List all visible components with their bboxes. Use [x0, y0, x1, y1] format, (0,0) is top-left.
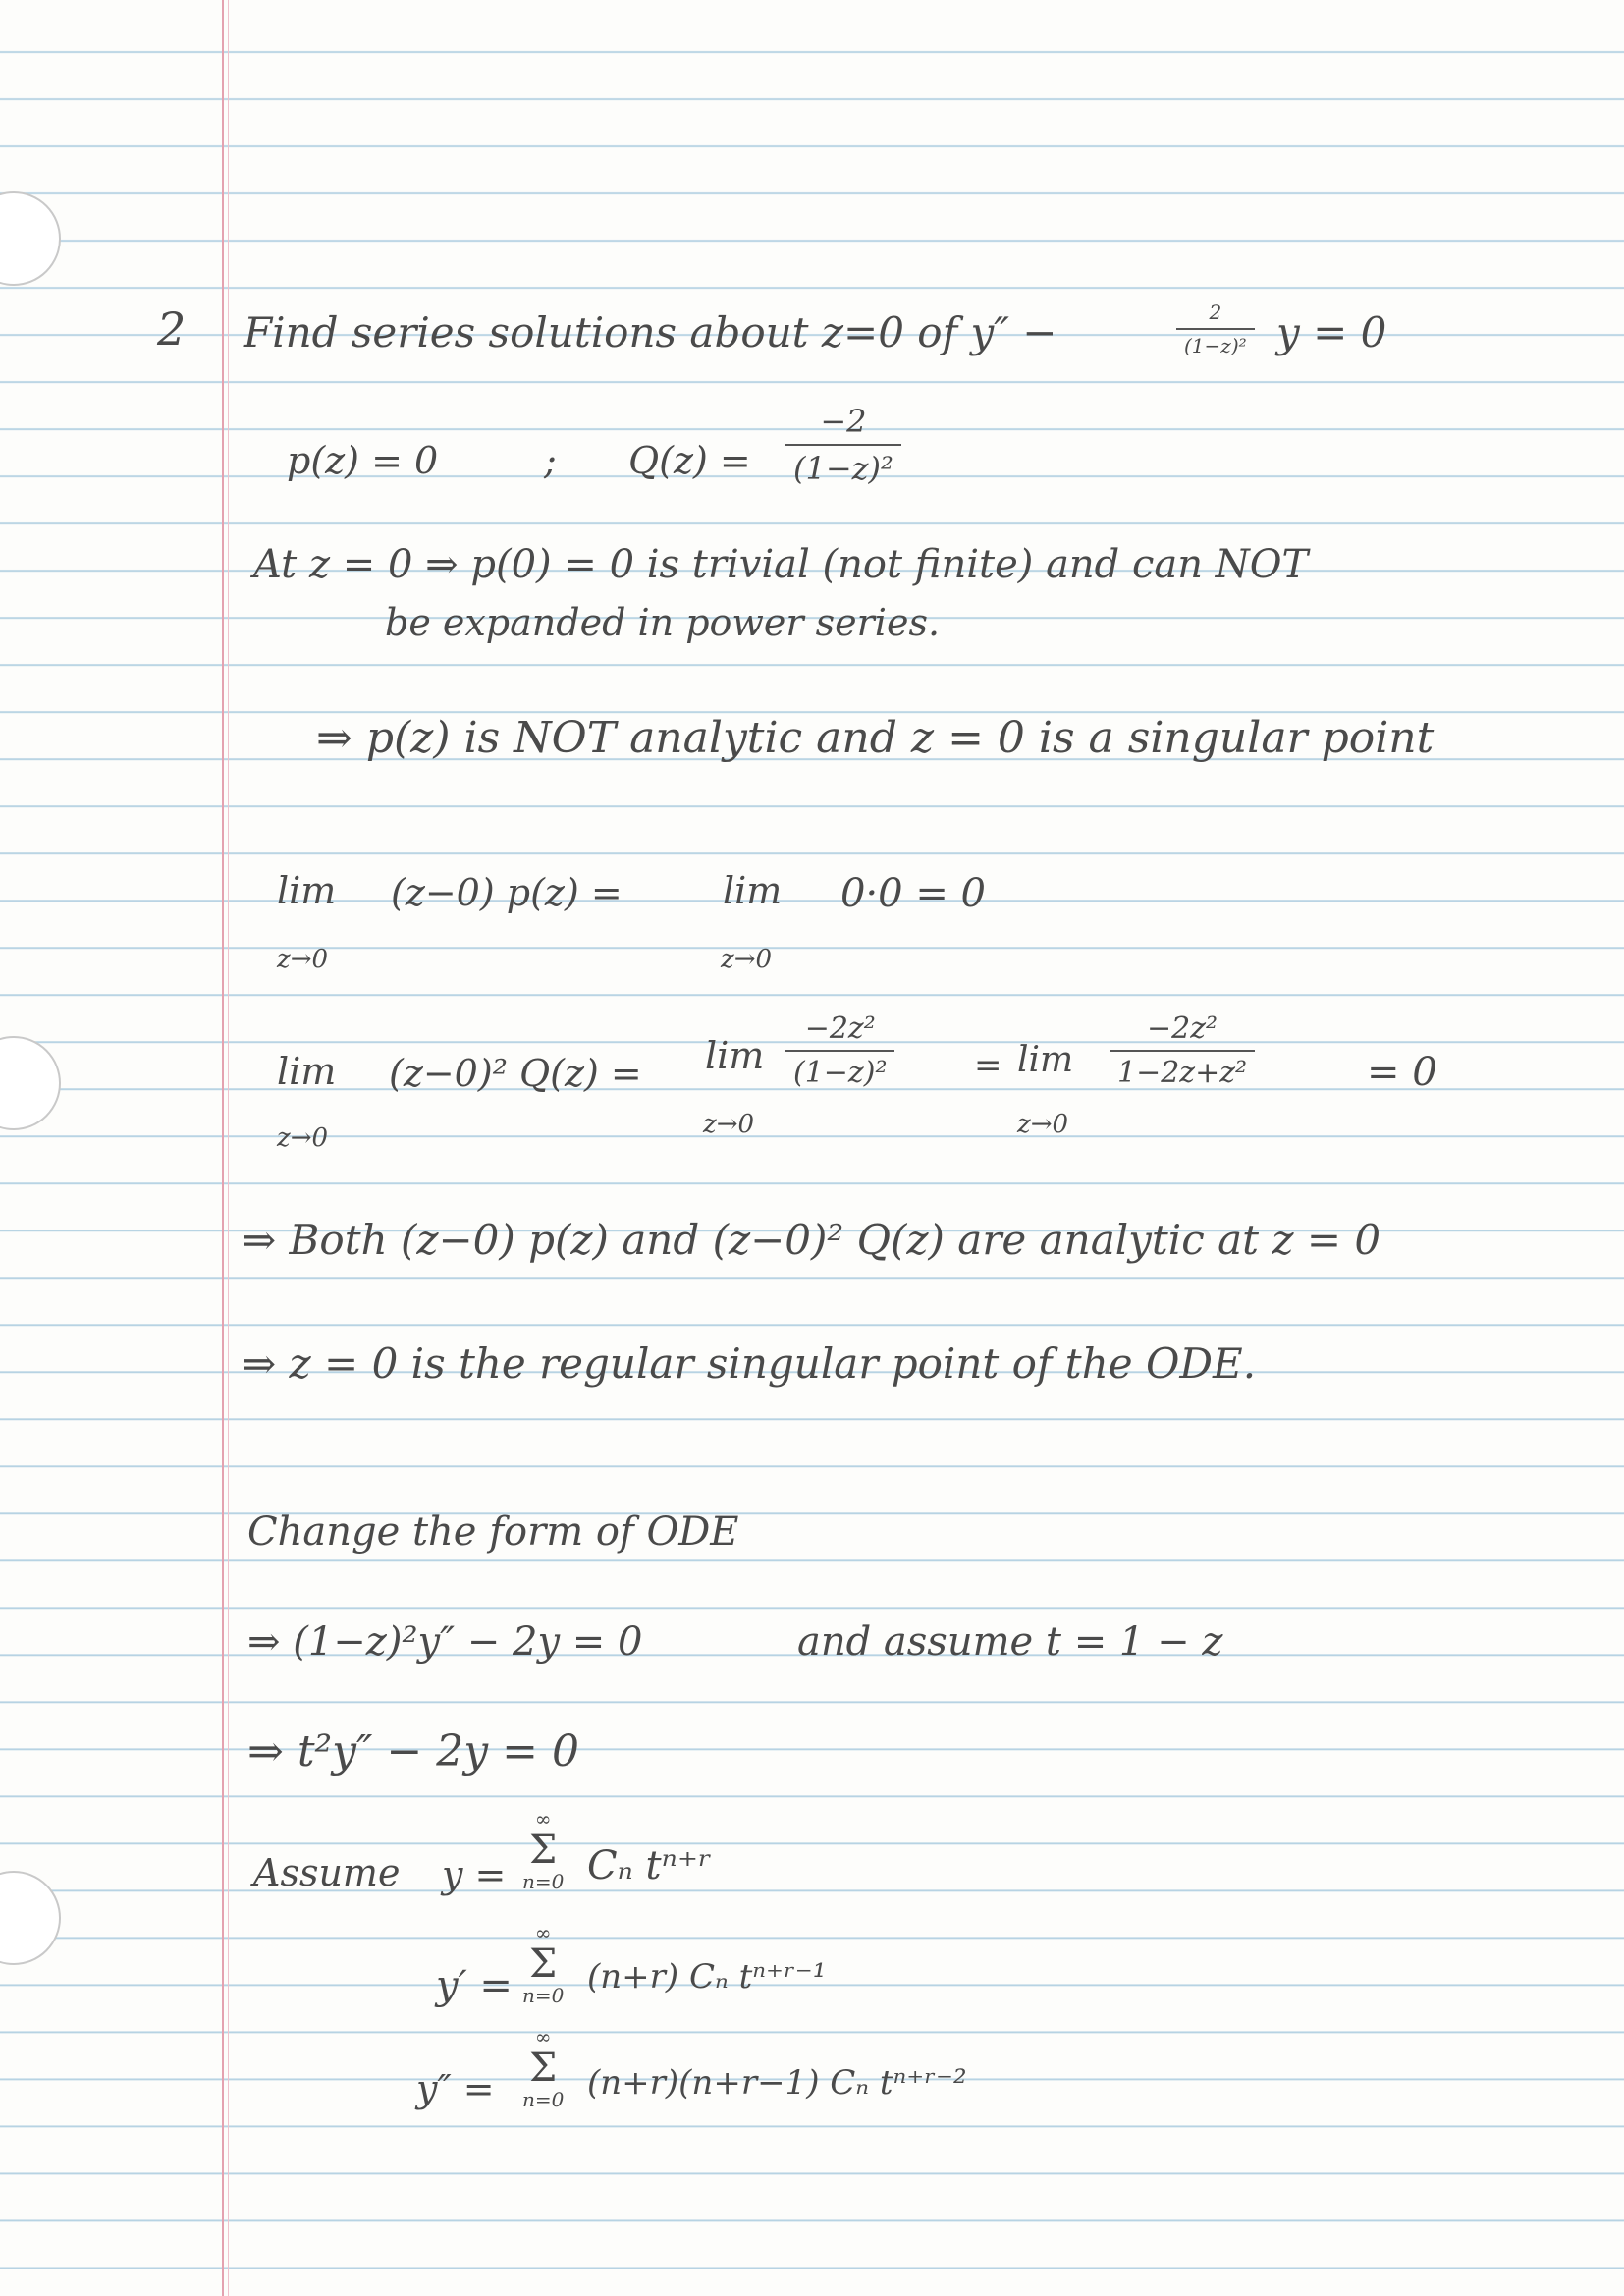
ydoubleprime-sum-symbol: [522, 2025, 564, 2111]
limit2-fraction-1-denominator: (1−z)²: [785, 1050, 894, 1090]
transformed-ode: ⇒ (1−z)²y″ − 2y = 0: [247, 1619, 643, 1665]
limit1-lim-2: lim: [723, 869, 783, 912]
limit1-sub: z→0: [277, 945, 329, 974]
limit2-lim: lim: [277, 1050, 337, 1093]
sigma-icon: Σ: [529, 1941, 558, 1987]
limit1-result: 0·0 = 0: [840, 871, 987, 916]
at-zero-line-1: At z = 0 ⇒ p(0) = 0 is trivial (not finite) and can NOT: [253, 542, 1309, 587]
binder-hole-top: [0, 191, 61, 286]
p-q-separator: ;: [544, 439, 557, 482]
binder-hole-middle: [0, 1036, 61, 1130]
y-series-term: Cₙ tⁿ⁺ʳ: [587, 1843, 712, 1888]
limit1-expression: (z−0) p(z) =: [391, 871, 623, 914]
q-fraction: [785, 403, 901, 487]
problem-statement: Find series solutions about z=0 of y″ −: [244, 308, 1057, 356]
limit2-fraction-2-numerator: −2z²: [1147, 1011, 1218, 1046]
q-fraction-numerator: −2: [820, 403, 867, 440]
change-form-heading: Change the form of ODE: [247, 1509, 739, 1555]
limit2-expression: (z−0)² Q(z) =: [389, 1052, 642, 1095]
problem-statement-tail: y = 0: [1276, 308, 1387, 356]
yprime-sum-symbol: [522, 1921, 564, 2007]
yprime-sum-lower: n=0: [522, 1984, 565, 2007]
ydoubleprime-sum-upper: ∞: [534, 2025, 552, 2049]
limit2-fraction-1: [785, 1011, 894, 1090]
yprime-series-term: (n+r) Cₙ tⁿ⁺ʳ⁻¹: [587, 1957, 827, 1996]
sigma-icon: Σ: [529, 1828, 558, 1873]
p-definition: p(z) = 0: [287, 439, 439, 482]
singular-point-conclusion: ⇒ p(z) is NOT analytic and z = 0 is a singular point: [316, 713, 1435, 763]
binder-hole-bottom: [0, 1871, 61, 1965]
limit1-lim: lim: [277, 869, 337, 912]
limit2-result: = 0: [1367, 1050, 1437, 1095]
q-fraction-denominator: (1−z)²: [785, 444, 901, 487]
euler-ode: ⇒ t²y″ − 2y = 0: [247, 1726, 579, 1777]
limit2-fraction-2: [1110, 1011, 1255, 1090]
at-zero-line-2: be expanded in power series.: [385, 601, 941, 644]
ydoubleprime-lhs: y″ =: [416, 2067, 495, 2110]
limit1-sub-2: z→0: [721, 945, 773, 974]
both-analytic-statement: ⇒ Both (z−0) p(z) and (z−0)² Q(z) are analytic at z = 0: [242, 1216, 1381, 1264]
limit2-equals: =: [974, 1046, 1002, 1085]
sigma-icon: Σ: [529, 2046, 558, 2091]
y-sum-lower: n=0: [522, 1870, 565, 1893]
regular-singular-statement: ⇒ z = 0 is the regular singular point of the ODE.: [242, 1339, 1257, 1388]
margin-rule: [222, 0, 224, 2296]
limit2-sub-3: z→0: [1017, 1110, 1069, 1139]
limit2-sub-2: z→0: [703, 1110, 755, 1139]
limit2-lim-2: lim: [705, 1034, 765, 1077]
problem-fraction-numerator: 2: [1209, 301, 1222, 324]
ydoubleprime-sum-lower: n=0: [522, 2088, 565, 2111]
substitution-assumption: and assume t = 1 − z: [797, 1619, 1223, 1665]
problem-fraction-denominator: (1−z)²: [1176, 328, 1255, 357]
yprime-sum-upper: ∞: [534, 1921, 552, 1944]
y-lhs: y =: [442, 1853, 507, 1896]
q-definition-lhs: Q(z) =: [628, 439, 751, 482]
ydoubleprime-series-term: (n+r)(n+r−1) Cₙ tⁿ⁺ʳ⁻²: [587, 2063, 967, 2103]
margin-rule-secondary: [228, 0, 229, 2296]
problem-fraction: [1176, 301, 1255, 357]
assume-label: Assume: [253, 1851, 401, 1894]
limit2-fraction-1-numerator: −2z²: [804, 1011, 876, 1046]
limit2-lim-3: lim: [1017, 1040, 1074, 1080]
limit2-fraction-2-denominator: 1−2z+z²: [1110, 1050, 1255, 1090]
yprime-lhs: y′ =: [436, 1963, 513, 2008]
y-sum-upper: ∞: [534, 1807, 552, 1831]
limit2-sub: z→0: [277, 1123, 329, 1153]
problem-number: 2: [157, 302, 187, 355]
y-sum-symbol: [522, 1807, 564, 1893]
